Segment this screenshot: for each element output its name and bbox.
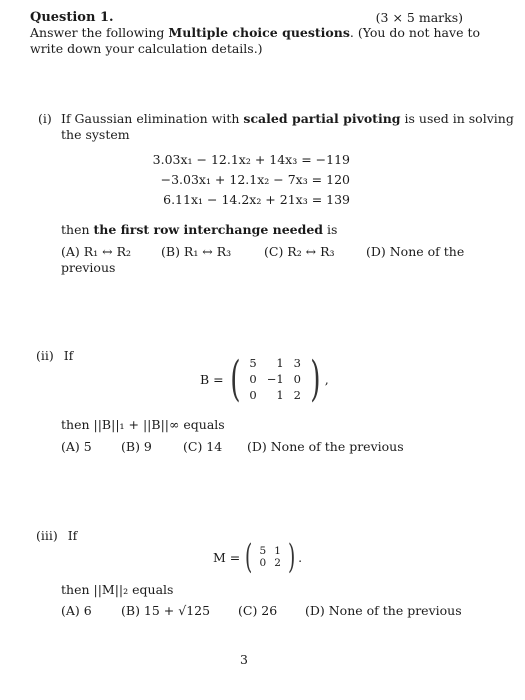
q2-matrix-block bbox=[200, 351, 329, 407]
matrix-cell: −1 bbox=[266, 372, 284, 386]
q3-option-d: (D) None of the previous bbox=[305, 603, 462, 618]
matrix-row bbox=[244, 387, 306, 403]
q2-option-c: (C) 14 bbox=[183, 439, 223, 454]
q3-option-b: (B) 15 + √125 bbox=[121, 603, 211, 618]
q1-text-line-1 bbox=[61, 111, 514, 126]
q1-option-b: (B) R₁ ↔ R₃ bbox=[161, 244, 232, 259]
matrix-cell: 0 bbox=[249, 388, 257, 402]
q1-equation-2: −3.03x₁ + 12.1x₂ − 7x₃ = 120 bbox=[160, 172, 350, 187]
instruction-bold: Multiple choice questions bbox=[168, 25, 350, 40]
q1-then-post: is bbox=[323, 222, 338, 237]
q3-option-a: (A) 6 bbox=[61, 603, 92, 618]
matrix-row bbox=[256, 557, 285, 569]
q3-matrix bbox=[256, 545, 285, 569]
marks-label: (3 × 5 marks) bbox=[375, 10, 463, 25]
q1-option-c: (C) R₂ ↔ R₃ bbox=[264, 244, 335, 259]
matrix-cell: 2 bbox=[293, 388, 301, 402]
q2-header bbox=[36, 348, 73, 363]
q2-option-a: (A) 5 bbox=[61, 439, 92, 454]
q1-option-d-wrap: previous bbox=[61, 260, 116, 275]
q1-then-line bbox=[61, 222, 337, 237]
q3-lead: If bbox=[67, 528, 78, 543]
question-title: Question 1. bbox=[30, 10, 114, 25]
q1-equation-1: 3.03x₁ − 12.1x₂ + 14x₃ = −119 bbox=[152, 152, 350, 167]
q1-text-line-2: the system bbox=[61, 127, 130, 142]
q1-option-a: (A) R₁ ↔ R₂ bbox=[61, 244, 132, 259]
q1-text-pre: If Gaussian elimination with bbox=[61, 111, 244, 126]
left-paren-icon: ( bbox=[229, 351, 241, 407]
matrix-row bbox=[244, 355, 306, 371]
matrix-cell: 0 bbox=[293, 372, 301, 386]
matrix-cell: 1 bbox=[276, 388, 284, 402]
matrix-cell: 0 bbox=[249, 372, 257, 386]
q1-option-d: (D) None of the bbox=[366, 244, 465, 259]
q3-after-matrix: . bbox=[298, 549, 303, 565]
instruction-line-1 bbox=[30, 25, 480, 40]
matrix-row bbox=[256, 545, 285, 557]
matrix-cell: 0 bbox=[259, 557, 267, 569]
q3-header bbox=[36, 528, 77, 543]
left-paren-icon: ( bbox=[245, 537, 253, 577]
q2-matrix-label: B = bbox=[200, 371, 224, 387]
q1-equation-3: 6.11x₁ − 14.2x₂ + 21x₃ = 139 bbox=[163, 192, 350, 207]
q1-then-pre: then bbox=[61, 222, 94, 237]
q3-matrix-block bbox=[213, 537, 303, 577]
q3-number: (iii) bbox=[36, 528, 58, 543]
q2-lead: If bbox=[63, 348, 74, 363]
matrix-cell: 5 bbox=[249, 356, 257, 370]
right-paren-icon: ) bbox=[310, 351, 321, 407]
q3-then-line: then ||M||₂ equals bbox=[61, 582, 174, 597]
q2-option-b: (B) 9 bbox=[121, 439, 152, 454]
matrix-cell: 5 bbox=[259, 545, 267, 557]
q2-then-line: then ||B||₁ + ||B||∞ equals bbox=[61, 417, 225, 432]
instruction-pre: Answer the following bbox=[30, 25, 169, 40]
right-paren-icon: ) bbox=[287, 537, 296, 577]
matrix-cell: 2 bbox=[274, 557, 281, 569]
instruction-line-2: write down your calculation details.) bbox=[30, 41, 263, 56]
q1-text-bold: scaled partial pivoting bbox=[243, 111, 401, 126]
q2-number: (ii) bbox=[36, 348, 54, 363]
q3-matrix-label: M = bbox=[213, 549, 241, 565]
q2-option-d: (D) None of the previous bbox=[247, 439, 404, 454]
q1-then-bold: the first row interchange needed bbox=[93, 222, 324, 237]
q2-matrix bbox=[244, 355, 306, 403]
matrix-cell: 3 bbox=[293, 356, 301, 370]
q1-number: (i) bbox=[38, 111, 52, 126]
instruction-post: . (You do not have to bbox=[349, 25, 480, 40]
q1-text-post: is used in solving bbox=[400, 111, 514, 126]
matrix-row bbox=[244, 371, 306, 387]
page-number: 3 bbox=[240, 652, 248, 667]
q2-after-matrix: , bbox=[324, 371, 329, 387]
q3-option-c: (C) 26 bbox=[238, 603, 278, 618]
matrix-cell: 1 bbox=[276, 356, 284, 370]
matrix-cell: 1 bbox=[274, 545, 281, 557]
